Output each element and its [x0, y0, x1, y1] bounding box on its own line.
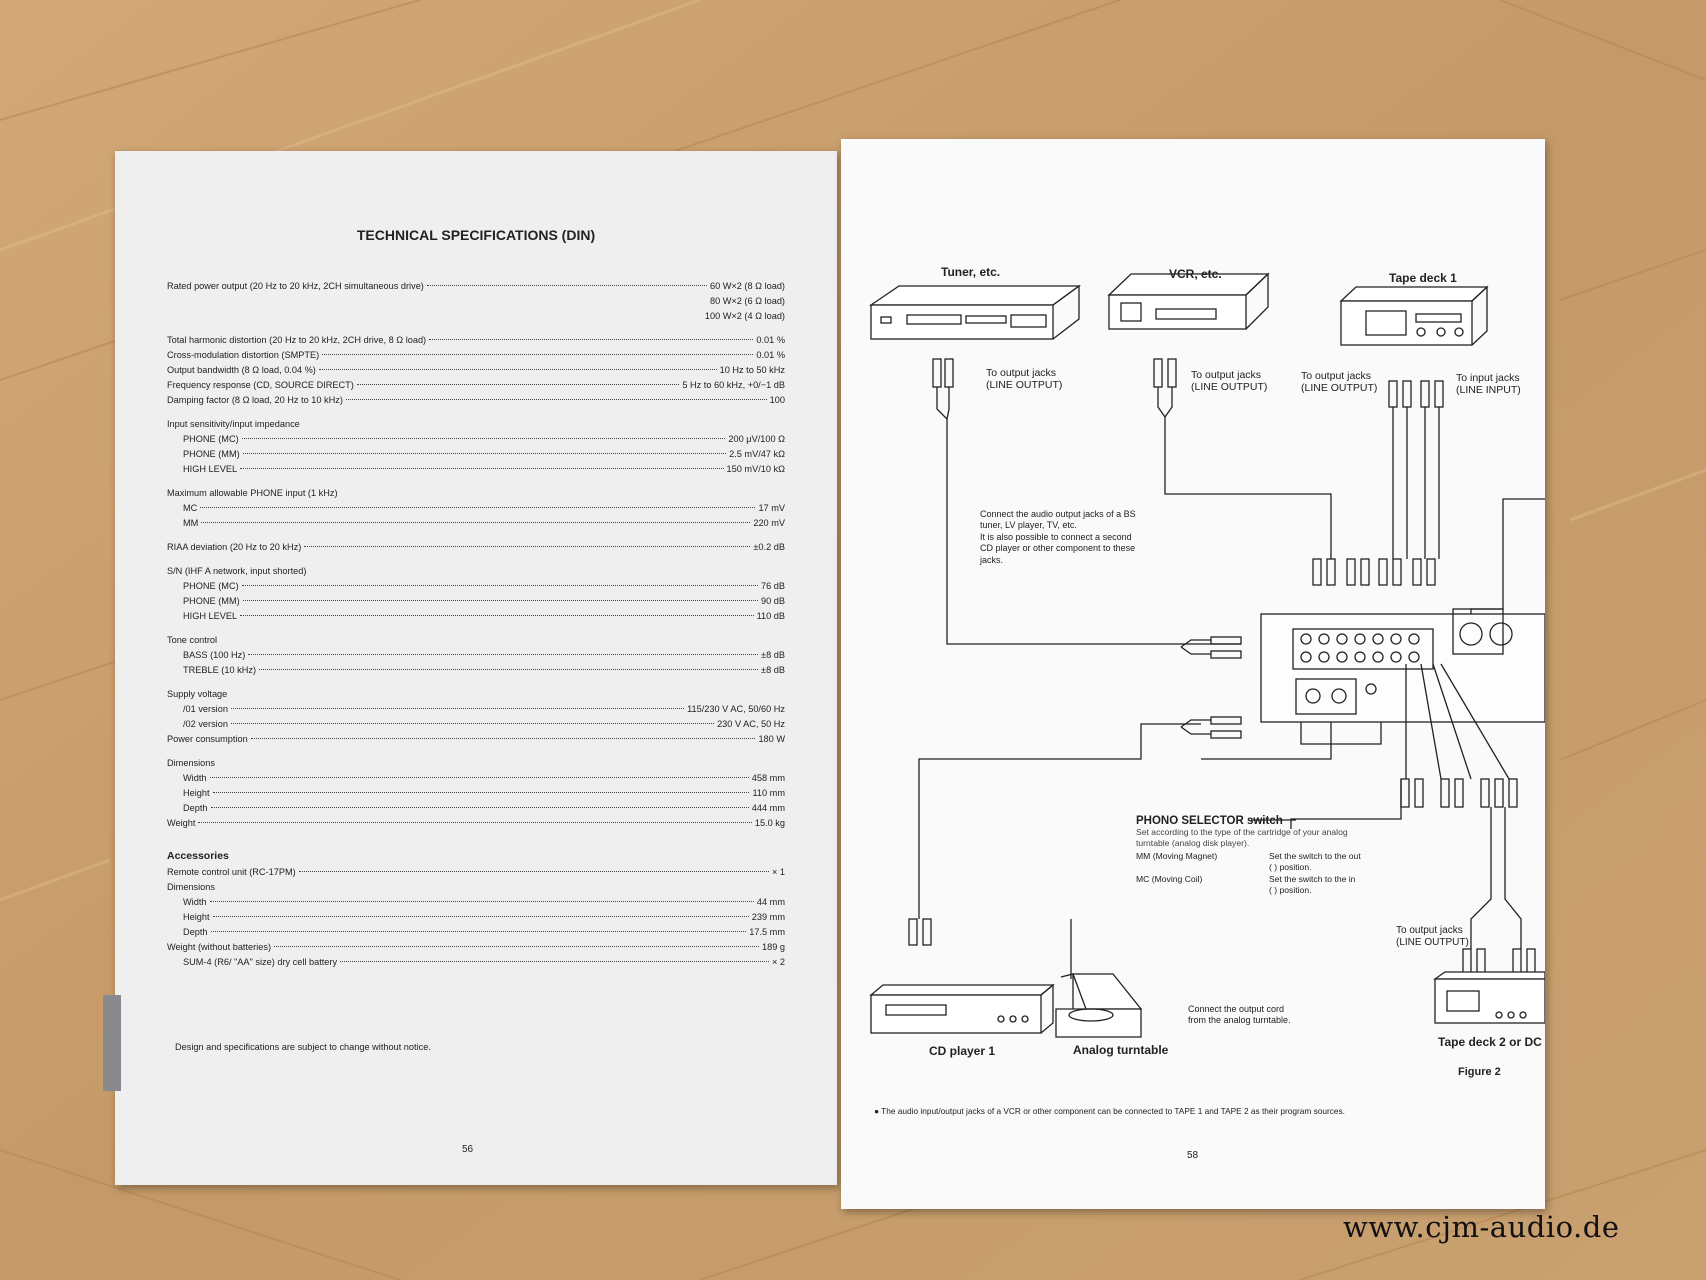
connect-note-line: CD player or other component to these [980, 543, 1136, 554]
spec-value: 10 Hz to 50 kHz [719, 365, 785, 375]
tuner-jack-line1: To output jacks [986, 367, 1057, 379]
leader-dots [231, 708, 684, 709]
spec-row [167, 309, 785, 324]
spec-label: SUM-4 (R6/ "AA" size) dry cell battery [183, 957, 338, 967]
spec-value: 150 mV/10 kΩ [726, 464, 785, 474]
spec-value: × 1 [771, 867, 785, 877]
rca-plugs-vcr [1154, 359, 1176, 479]
connect-note-line: Connect the audio output jacks of a BS [980, 509, 1136, 519]
spec-label: MM [183, 518, 199, 528]
spec-group-heading: Tone control [167, 635, 218, 645]
spec-group-heading: S/N (IHF A network, input shorted) [167, 566, 307, 576]
spec-title: TECHNICAL SPECIFICATIONS (DIN) [356, 227, 596, 243]
leader-dots [201, 522, 750, 523]
spec-value: 239 mm [751, 912, 785, 922]
spec-value: 110 dB [756, 611, 785, 621]
spec-label: PHONE (MC) [183, 434, 239, 444]
tape-deck-1-icon [1341, 287, 1487, 345]
leader-dots [322, 354, 753, 355]
vcr-device-icon [1109, 274, 1268, 329]
leader-dots [211, 931, 747, 932]
spec-label: PHONE (MC) [183, 581, 239, 591]
spec-label: HIGH LEVEL [183, 464, 238, 474]
spec-row [167, 801, 785, 816]
spec-row [167, 393, 785, 408]
tuner-jack-line2: (LINE OUTPUT) [986, 379, 1063, 391]
spec-gap [167, 324, 785, 333]
phono-mc-line: ( ) position. [1269, 885, 1312, 895]
leader-dots [213, 792, 750, 793]
spec-group-heading: Supply voltage [167, 689, 228, 699]
vcr-jack-line2: (LINE OUTPUT) [1191, 381, 1268, 393]
amplifier-rear-panel [1261, 609, 1545, 744]
spec-row [167, 717, 785, 732]
leader-dots [200, 507, 755, 508]
spec-row [167, 294, 785, 309]
phono-mm-line: Set the switch to the out [1269, 851, 1361, 861]
leader-dots [213, 916, 749, 917]
rca-plugs-tape1 [1389, 381, 1443, 407]
tuner-jack-label [986, 367, 1062, 391]
spec-label: TREBLE (10 kHz) [183, 665, 257, 675]
spec-value: × 2 [771, 957, 785, 967]
spec-label: Depth [183, 927, 208, 937]
tape2-jack-line2: (LINE OUTPUT) [1396, 937, 1469, 948]
spec-label: Remote control unit (RC-17PM) [167, 867, 296, 877]
spec-row [167, 501, 785, 516]
spec-label: Rated power output (20 Hz to 20 kHz, 2CH simultaneous drive) [167, 281, 424, 291]
leader-dots [304, 546, 750, 547]
phono-desc-line: turntable (analog disk player). [1136, 838, 1250, 848]
spec-gap [167, 555, 785, 564]
spec-row [167, 955, 785, 970]
spec-value: ±0.2 dB [753, 542, 785, 552]
spec-row [167, 702, 785, 717]
spec-row [167, 732, 785, 747]
leader-dots [211, 807, 749, 808]
spec-gap [167, 840, 785, 849]
spec-row [167, 432, 785, 447]
accessories-heading: Accessories [167, 850, 229, 862]
spec-note: Design and specifications are subject to change without notice. [175, 1042, 431, 1052]
spec-value: 180 W [758, 734, 785, 744]
leader-dots [240, 468, 723, 469]
spec-label: PHONE (MM) [183, 449, 240, 459]
spec-value: 200 μV/100 Ω [728, 434, 785, 444]
spec-row [167, 279, 785, 294]
connect-note-line: It is also possible to connect a second [980, 531, 1132, 542]
spec-value: 230 V AC, 50 Hz [717, 719, 785, 729]
spec-value: 5 Hz to 60 kHz, +0/−1 dB [682, 380, 785, 390]
spec-value: 44 mm [756, 897, 785, 907]
vcr-jack-label [1191, 369, 1267, 393]
spec-row [167, 378, 785, 393]
spec-gap [167, 831, 785, 840]
turntable-note-line: Connect the output cord [1188, 1004, 1285, 1014]
spec-row [167, 940, 785, 955]
spec-group-heading: Input sensitivity/input impedance [167, 419, 300, 429]
spec-label: PHONE (MM) [183, 596, 240, 606]
leader-dots [231, 723, 714, 724]
connect-note-line: tuner, LV player, TV, etc. [980, 520, 1077, 531]
spec-label: Total harmonic distortion (20 Hz to 20 kHz, 2CH drive, 8 Ω load) [167, 335, 427, 345]
spec-gap [167, 531, 785, 540]
spec-row [167, 516, 785, 531]
vcr-jack-line1: To output jacks [1191, 369, 1262, 381]
phono-desc-line: Set according to the type of the cartridge of your analog [1136, 827, 1348, 837]
tuner-device-icon [871, 286, 1079, 339]
left-page [115, 151, 837, 1185]
spec-value: 80 W×2 (6 Ω load) [709, 296, 785, 306]
spec-row [167, 609, 785, 624]
phono-selector-block [1136, 815, 1406, 896]
leader-dots [346, 399, 767, 400]
right-page [841, 139, 1545, 1209]
spec-row [167, 333, 785, 348]
figure-caption: Figure 2 [1458, 1066, 1501, 1078]
spec-label: Weight [167, 818, 196, 828]
spec-gap [167, 408, 785, 417]
analog-turntable-icon [1056, 974, 1141, 1037]
spec-row [167, 648, 785, 663]
device-title-tuner: Tuner, etc. [941, 265, 1001, 279]
leader-dots [319, 369, 717, 370]
turntable-note [1188, 1004, 1291, 1027]
page-number-right: 58 [1187, 1150, 1199, 1161]
spec-gap [167, 477, 785, 486]
spec-row [167, 895, 785, 910]
device-title-vcr: VCR, etc. [1169, 267, 1222, 281]
rca-plugs-lower-right [1401, 779, 1517, 807]
spec-value: 17.5 mm [749, 927, 785, 937]
tape2-jack-line1: To output jacks [1396, 925, 1463, 936]
spec-label: HIGH LEVEL [183, 611, 238, 621]
leader-dots [248, 654, 758, 655]
leader-dots [240, 615, 753, 616]
spec-value: 189 g [762, 942, 785, 952]
spec-value: 100 [769, 395, 785, 405]
spec-row [167, 865, 785, 880]
leader-dots [210, 777, 749, 778]
spec-row [167, 540, 785, 555]
spec-label: Damping factor (8 Ω load, 20 Hz to 10 kHz) [167, 395, 343, 405]
device-title-turntable: Analog turntable [1073, 1043, 1169, 1057]
leader-dots [242, 438, 726, 439]
spec-value: 90 dB [760, 596, 785, 606]
spec-value: 2.5 mV/47 kΩ [729, 449, 785, 459]
spec-row [167, 816, 785, 831]
cd-player-icon [871, 985, 1053, 1033]
spec-value: 115/230 V AC, 50/60 Hz [687, 704, 785, 714]
spec-group-heading: Maximum allowable PHONE input (1 kHz) [167, 488, 338, 498]
phono-mm-line: ( ) position. [1269, 862, 1312, 872]
leader-dots [299, 871, 769, 872]
phono-mc-line: Set the switch to the in [1269, 874, 1356, 884]
spec-value: 220 mV [753, 518, 785, 528]
spec-label: /02 version [183, 719, 228, 729]
spec-label: Height [183, 788, 210, 798]
tape1-in-line2: (LINE INPUT) [1456, 384, 1521, 396]
tape1-in-label [1456, 372, 1521, 396]
spec-row [167, 579, 785, 594]
leader-dots [340, 961, 769, 962]
rca-plugs-tape2 [1463, 949, 1535, 975]
spec-value: 100 W×2 (4 Ω load) [704, 311, 785, 321]
spec-row [167, 663, 785, 678]
spec-row [167, 363, 785, 378]
leader-dots [427, 285, 707, 286]
spec-value: 458 mm [751, 773, 785, 783]
rca-plugs-cd [909, 919, 931, 945]
spec-value: 0.01 % [756, 335, 785, 345]
spec-label: Width [183, 773, 207, 783]
spec-label: Height [183, 912, 210, 922]
spec-group-heading: Dimensions [167, 758, 215, 768]
footnote: ● The audio input/output jacks of a VCR or other component can be connected to TAPE 1 and TAPE 2 as their program sources. [874, 1106, 1345, 1116]
spec-row [167, 910, 785, 925]
spec-label: Output bandwidth (8 Ω load, 0.04 %) [167, 365, 316, 375]
phono-mm-label: MM (Moving Magnet) [1136, 851, 1218, 861]
spec-value: ±8 dB [761, 665, 785, 675]
spec-gap [167, 624, 785, 633]
spec-label: Depth [183, 803, 208, 813]
connect-note-line: jacks. [980, 554, 1004, 565]
device-title-tape2: Tape deck 2 or DC [1438, 1035, 1542, 1049]
spec-row [167, 771, 785, 786]
leader-dots [243, 453, 726, 454]
tape1-in-line1: To input jacks [1456, 372, 1520, 384]
spec-row [167, 786, 785, 801]
tape-deck-2-icon [1435, 972, 1545, 1023]
rca-plugs-center [1313, 559, 1435, 585]
spec-list [167, 279, 785, 970]
spec-value: 110 mm [752, 788, 785, 798]
spec-value: 60 W×2 (8 Ω load) [709, 281, 785, 291]
device-title-tape1: Tape deck 1 [1389, 271, 1457, 285]
leader-dots [242, 585, 758, 586]
spec-gap [167, 747, 785, 756]
phono-mc-label: MC (Moving Coil) [1136, 874, 1203, 884]
spec-row [167, 462, 785, 477]
watermark: www.cjm-audio.de [1343, 1210, 1620, 1244]
spec-label: Power consumption [167, 734, 248, 744]
tape1-out-line1: To output jacks [1301, 370, 1372, 382]
leader-dots [198, 822, 751, 823]
device-title-cd: CD player 1 [929, 1044, 996, 1058]
spec-label: Width [183, 897, 207, 907]
tape1-out-label [1301, 370, 1377, 394]
connect-note [980, 509, 1136, 566]
spec-group-heading: Dimensions [167, 882, 215, 892]
spec-gap [167, 678, 785, 687]
spec-label: BASS (100 Hz) [183, 650, 246, 660]
spec-value: 17 mV [758, 503, 785, 513]
turntable-note-line: from the analog turntable. [1188, 1015, 1291, 1026]
spec-value: 444 mm [751, 803, 785, 813]
spec-label: MC [183, 503, 198, 513]
spec-row [167, 925, 785, 940]
spec-label: Weight (without batteries) [167, 942, 272, 952]
spec-row [167, 348, 785, 363]
leader-dots [251, 738, 756, 739]
spec-label: /01 version [183, 704, 228, 714]
tape1-out-line2: (LINE OUTPUT) [1301, 382, 1378, 394]
tape2-jack-label [1396, 925, 1469, 949]
spec-value: 15.0 kg [754, 818, 785, 828]
rca-plugs-tuner [933, 359, 953, 489]
spec-row [167, 447, 785, 462]
page-tab-marker [103, 995, 121, 1091]
spec-label: RIAA deviation (20 Hz to 20 kHz) [167, 542, 302, 552]
spec-value: 76 dB [760, 581, 785, 591]
leader-dots [357, 384, 679, 385]
leader-dots [429, 339, 753, 340]
spec-value: 0.01 % [756, 350, 785, 360]
page-number-left: 56 [462, 1144, 474, 1155]
rca-plugs-panel-left [1181, 637, 1241, 738]
leader-dots [243, 600, 758, 601]
leader-dots [259, 669, 758, 670]
spec-value: ±8 dB [761, 650, 785, 660]
spec-label: Frequency response (CD, SOURCE DIRECT) [167, 380, 354, 390]
spec-label: Cross-modulation distortion (SMPTE) [167, 350, 320, 360]
spec-row [167, 594, 785, 609]
leader-dots [274, 946, 759, 947]
phono-title: PHONO SELECTOR switch [1136, 815, 1283, 827]
leader-dots [210, 901, 754, 902]
